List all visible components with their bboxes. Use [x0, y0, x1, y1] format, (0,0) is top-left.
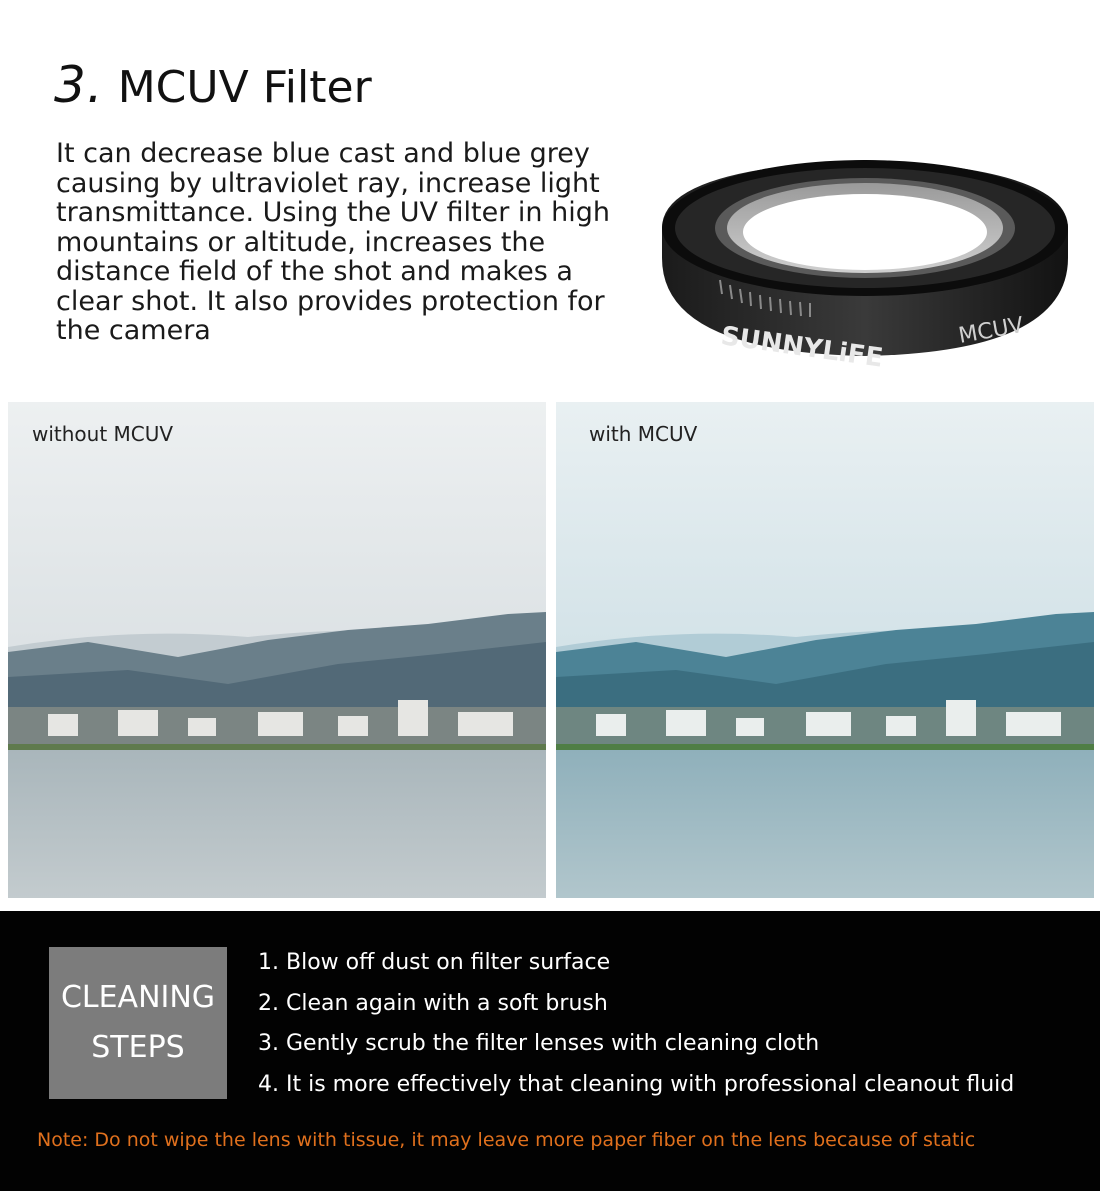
section-title: MCUV Filter [117, 62, 372, 113]
badge-line-2: STEPS [91, 1030, 185, 1065]
without-mcuv-label: without MCUV [32, 422, 174, 446]
cleaning-note: Note: Do not wipe the lens with tissue, it may leave more paper fiber on the lens because of static [37, 1129, 976, 1151]
cleaning-steps-badge [49, 947, 227, 1099]
brand-mark: SUNNYLiFE [719, 321, 885, 374]
product-description: It can decrease blue cast and blue grey causing by ultraviolet ray, increase light transmittance. Using the UV filter in high mountains or altitude, increases the distance field of the shot and makes a clear shot. It also provides protection for the camera [56, 138, 610, 346]
cleaning-step: 4. It is more effectively that cleaning with professional cleanout fluid [258, 1072, 1015, 1098]
cleaning-steps-list [258, 943, 1014, 1106]
photo-without-mcuv [8, 402, 546, 898]
section-heading [54, 56, 372, 114]
landscape-image-blue [556, 402, 1094, 898]
landscape-image-grey [8, 402, 546, 898]
section-number: 3. [54, 56, 104, 114]
with-mcuv-label: with MCUV [589, 422, 698, 446]
cleaning-step: 3. Gently scrub the filter lenses with cleaning cloth [258, 1031, 820, 1057]
filter-label: MCUV [956, 312, 1026, 349]
cleaning-section [0, 911, 1100, 1191]
photo-with-mcuv [556, 402, 1094, 898]
mcuv-filter-image [650, 130, 1090, 380]
cleaning-step: 1. Blow off dust on filter surface [258, 950, 611, 975]
cleaning-step: 2. Clean again with a soft brush [258, 990, 608, 1016]
badge-line-1: CLEANING [60, 980, 216, 1015]
